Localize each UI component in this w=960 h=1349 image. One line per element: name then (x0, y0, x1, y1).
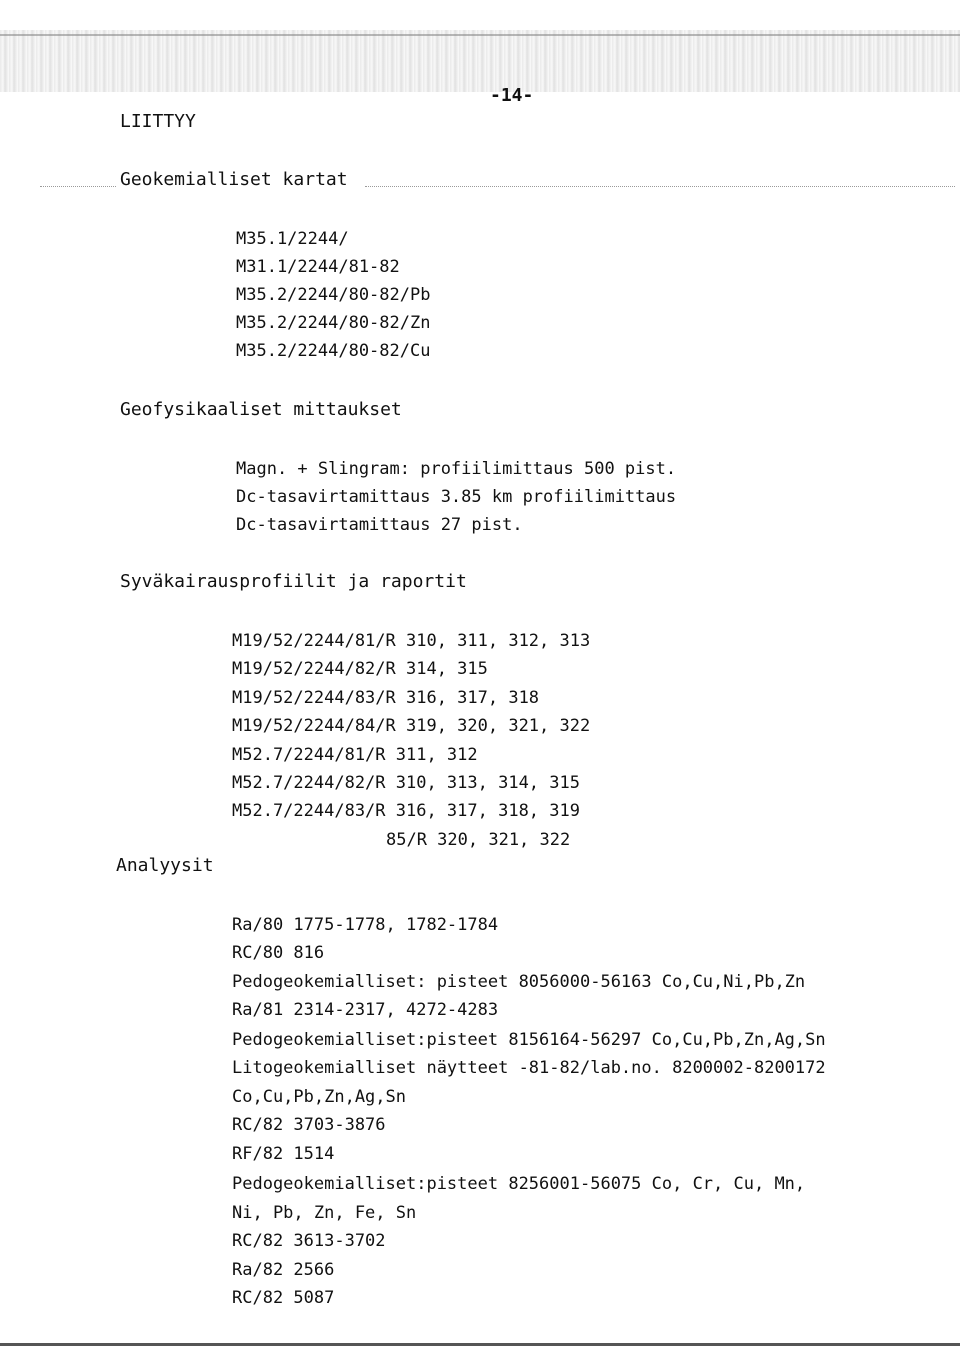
list-item: M19/52/2244/81/R 310, 311, 312, 313 (232, 631, 591, 651)
list-item: M35.2/2244/80-82/Zn (236, 313, 431, 333)
heading-drill-profiles: Syväkairausprofiilit ja raportit (120, 571, 467, 592)
list-item: M19/52/2244/83/R 316, 317, 318 (232, 688, 540, 708)
list-item: M35.1/2244/ (236, 229, 349, 249)
dotted-rule-left (40, 186, 116, 188)
heading-geochem-maps: Geokemialliset kartat (120, 169, 348, 190)
list-item: 85/R 320, 321, 322 (386, 830, 571, 850)
list-item: Dc-tasavirtamittaus 3.85 km profiilimittaus (236, 487, 677, 507)
heading-analyses: Analyysit (116, 855, 214, 876)
list-item: M35.2/2244/80-82/Cu (236, 341, 431, 361)
list-item: M35.2/2244/80-82/Pb (236, 285, 431, 305)
list-item: Pedogeokemialliset: pisteet 8056000-56163 Co,Cu,Ni,Pb,Zn (232, 972, 806, 992)
list-item: RC/82 3703-3876 (232, 1115, 386, 1135)
scan-noise-top (0, 30, 960, 92)
list-item: Ra/80 1775-1778, 1782-1784 (232, 915, 499, 935)
list-item: Pedogeokemialliset:pisteet 8256001-56075 Co, Cr, Cu, Mn, (232, 1174, 806, 1194)
scan-edge-line (0, 34, 960, 36)
dotted-rule-right (365, 186, 955, 188)
list-item: Ra/82 2566 (232, 1260, 335, 1280)
heading-geophysical: Geofysikaaliset mittaukset (120, 399, 402, 420)
list-item: RC/82 5087 (232, 1288, 335, 1308)
list-item: Litogeokemialliset näytteet -81-82/lab.no. 8200002-8200172 (232, 1058, 826, 1078)
list-item: M31.1/2244/81-82 (236, 257, 400, 277)
list-item: Dc-tasavirtamittaus 27 pist. (236, 515, 523, 535)
list-item: Magn. + Slingram: profiilimittaus 500 pist. (236, 459, 677, 479)
list-item: Ra/81 2314-2317, 4272-4283 (232, 1000, 499, 1020)
page-number: -14- (490, 85, 534, 106)
list-item: M19/52/2244/84/R 319, 320, 321, 322 (232, 716, 591, 736)
list-item: Pedogeokemialliset:pisteet 8156164-56297 Co,Cu,Pb,Zn,Ag,Sn (232, 1030, 826, 1050)
list-item: M52.7/2244/81/R 311, 312 (232, 745, 478, 765)
list-item: RF/82 1514 (232, 1144, 335, 1164)
list-item: RC/82 3613-3702 (232, 1231, 386, 1251)
list-item: M19/52/2244/82/R 314, 315 (232, 659, 488, 679)
list-item: RC/80 816 (232, 943, 325, 963)
list-item: Co,Cu,Pb,Zn,Ag,Sn (232, 1087, 406, 1107)
scan-edge-bottom (0, 1343, 960, 1346)
appendix-title: LIITTYY (120, 111, 196, 132)
list-item: M52.7/2244/82/R 310, 313, 314, 315 (232, 773, 580, 793)
list-item: Ni, Pb, Zn, Fe, Sn (232, 1203, 417, 1223)
list-item: M52.7/2244/83/R 316, 317, 318, 319 (232, 801, 580, 821)
